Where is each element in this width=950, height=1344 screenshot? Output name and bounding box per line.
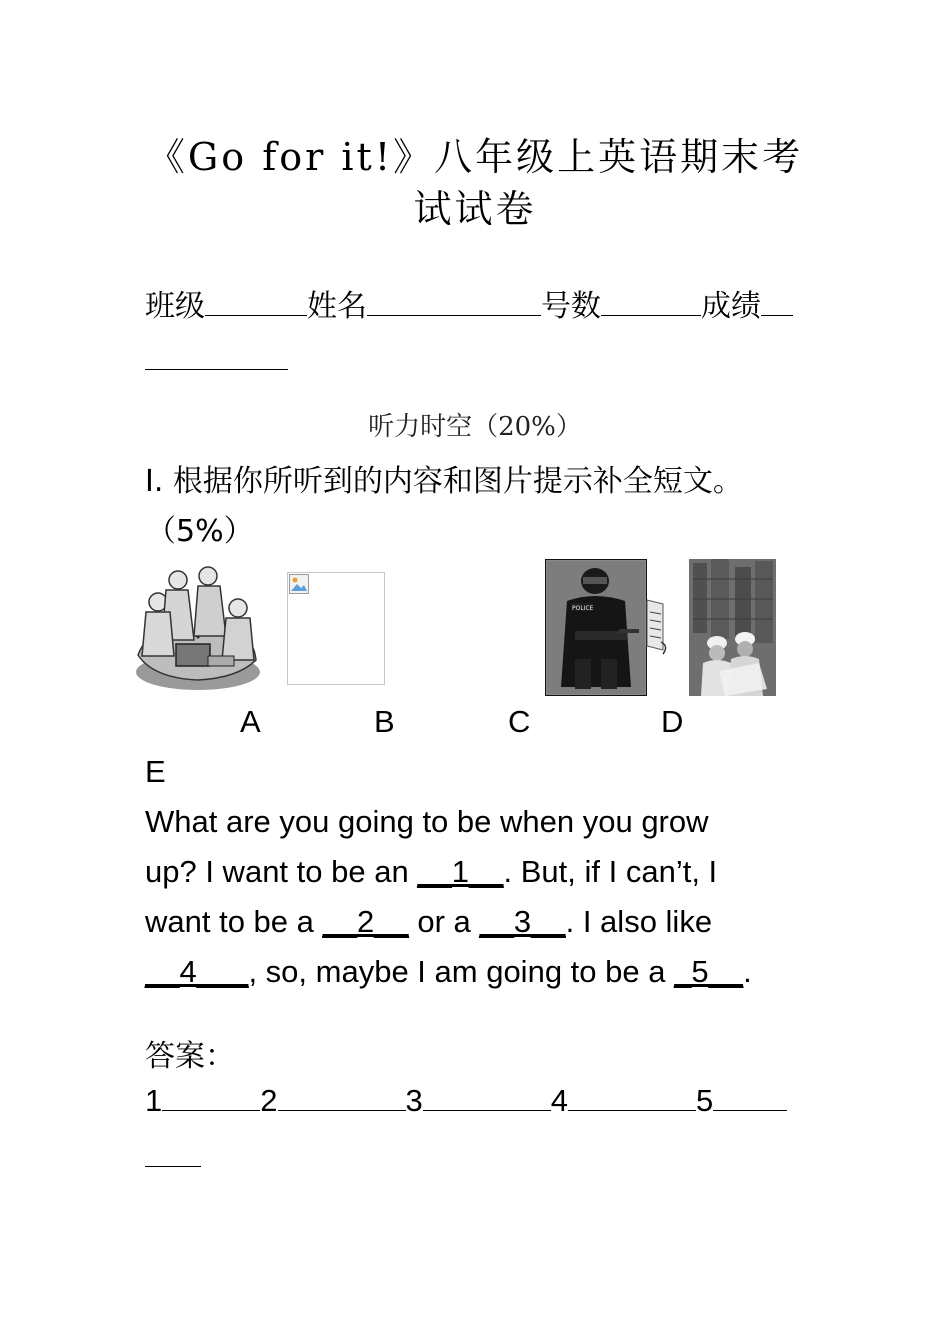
picture-label-a: A bbox=[240, 704, 261, 739]
answer-number: 2 bbox=[260, 1083, 278, 1118]
picture-label-c: C bbox=[508, 704, 531, 739]
document-title-line2: 试试卷 bbox=[413, 187, 537, 231]
answer-blank-4[interactable] bbox=[568, 1080, 696, 1111]
answer-blank-5-continued[interactable] bbox=[145, 1166, 201, 1167]
class-label: 班级 bbox=[145, 289, 205, 324]
passage-text: , so, maybe I am going to be a bbox=[248, 954, 675, 989]
blank-5[interactable]: _5__ bbox=[674, 954, 744, 989]
name-blank[interactable] bbox=[367, 285, 541, 316]
blank-2[interactable]: __2__ bbox=[322, 904, 409, 939]
passage-text: . But, if I can’t, I bbox=[503, 854, 718, 889]
music-note-icon bbox=[645, 598, 669, 656]
picture-d-workers-photo bbox=[689, 559, 776, 696]
passage-line-4 bbox=[145, 954, 752, 990]
passage-text: want to be a bbox=[145, 904, 323, 939]
question-points: （5%） bbox=[146, 514, 254, 549]
answer-number: 3 bbox=[405, 1083, 423, 1118]
number-label: 号数 bbox=[541, 289, 601, 324]
blank-1[interactable]: __1__ bbox=[417, 854, 504, 889]
passage-line-3 bbox=[145, 904, 712, 940]
section-title: 听力时空（20%） bbox=[368, 412, 582, 442]
answers-label: 答案： bbox=[145, 1039, 235, 1074]
answer-blank-1[interactable] bbox=[162, 1080, 260, 1111]
picture-b-placeholder bbox=[287, 572, 385, 685]
name-label: 姓名 bbox=[307, 289, 367, 324]
picture-c-police-photo bbox=[545, 559, 647, 696]
picture-a-sketch bbox=[128, 560, 263, 692]
student-info-row bbox=[145, 281, 793, 325]
score-blank-continued[interactable] bbox=[145, 369, 288, 370]
passage-text: . I also like bbox=[565, 904, 713, 939]
answer-blank-5[interactable] bbox=[713, 1080, 787, 1111]
answer-number: 5 bbox=[696, 1083, 714, 1118]
passage-text: . bbox=[743, 954, 752, 989]
police-badge-text: POLICE bbox=[572, 605, 594, 612]
blank-4[interactable]: __4___ bbox=[145, 954, 249, 989]
answer-blank-2[interactable] bbox=[278, 1080, 406, 1111]
answer-number: 1 bbox=[145, 1083, 163, 1118]
blank-3[interactable]: __3__ bbox=[479, 904, 566, 939]
passage-text: up? I want to be an bbox=[145, 854, 418, 889]
picture-label-b: B bbox=[374, 704, 395, 739]
score-label: 成绩 bbox=[701, 289, 761, 324]
answers-row bbox=[145, 1080, 787, 1119]
score-blank[interactable] bbox=[761, 285, 793, 316]
passage-line-1: What are you going to be when you grow bbox=[145, 804, 709, 839]
answer-blank-3[interactable] bbox=[423, 1080, 551, 1111]
broken-image-icon bbox=[289, 574, 309, 594]
document-title-line1: 《Go for it!》八年级上英语期末考 bbox=[146, 135, 804, 179]
question-heading: I. 根据你所听到的内容和图片提示补全短文。 bbox=[145, 464, 743, 499]
class-blank[interactable] bbox=[205, 285, 307, 316]
passage-line-2 bbox=[145, 854, 717, 890]
picture-label-e: E bbox=[145, 754, 166, 789]
passage-text: or a bbox=[408, 904, 480, 939]
answer-number: 4 bbox=[550, 1083, 568, 1118]
picture-label-d: D bbox=[661, 704, 684, 739]
number-blank[interactable] bbox=[601, 285, 701, 316]
